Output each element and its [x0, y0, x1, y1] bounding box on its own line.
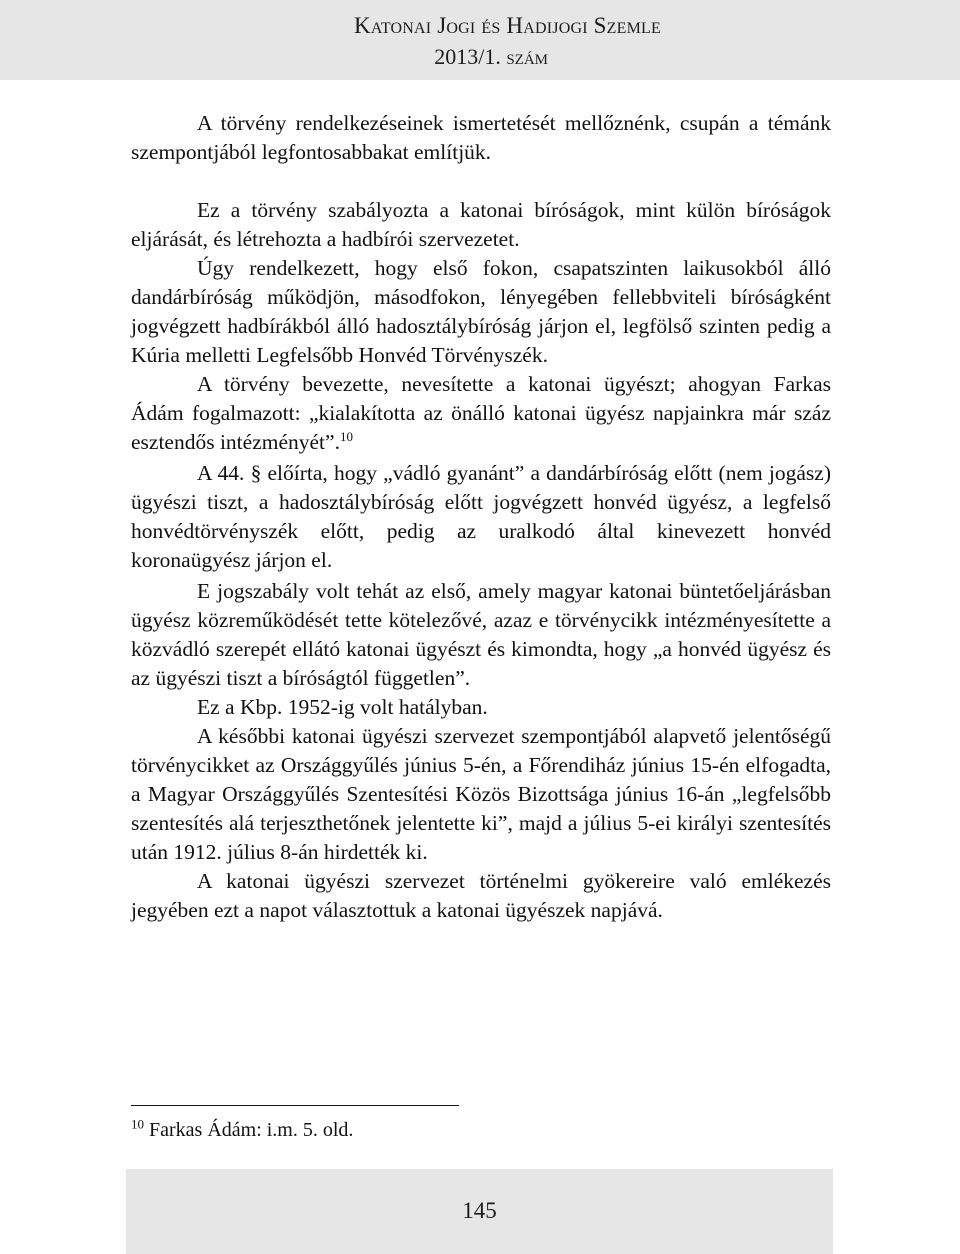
footnote-text: Farkas Ádám: i.m. 5. old.: [144, 1119, 354, 1141]
journal-title: Katonai Jogi és Hadijogi Szemle: [354, 13, 661, 38]
footnote: [131, 1116, 354, 1142]
paragraph: [131, 370, 831, 457]
paragraph: A törvény rendelkezéseinek ismertetését mellőznénk, csupán a témánk szempontjából legfontosabbakat említjük.: [131, 111, 831, 164]
paragraph: A katonai ügyészi szervezet történelmi gyökereire való emlékezés jegyében ezt a napot választottuk a katonai ügyészek napjává.: [131, 869, 831, 922]
paragraph-text: A törvény bevezette, nevesítette a katonai ügyészt; ahogyan Farkas Ádám fogalmazott: „kialakította az önálló katonai ügyész napjainkra már száz esztendős intézményét”.: [131, 372, 831, 454]
paragraph: A későbbi katonai ügyészi szervezet szempontjából alapvető jelentőségű törvénycikket az Országgyűlés június 5-én, a Főrendiház június 15-én elfogadta, a Magyar Országgyűlés Szentesítési Közös Bizottsága június 16-án „legfelsőbb szentesítés alá terjeszthetőnek jelentette ki”, majd a július 5-ei királyi szentesítés után 1912. július 8-án hirdették ki.: [131, 724, 831, 864]
paragraph: Ez a Kbp. 1952-ig volt hatályban.: [197, 695, 488, 719]
page-footer: [126, 1169, 833, 1254]
footnote-number: 10: [131, 1116, 144, 1132]
footnote-reference[interactable]: 10: [339, 428, 353, 444]
issue-number: 2013/1. szám: [434, 44, 548, 69]
paragraph: A 44. § előírta, hogy „vádló gyanánt” a dandárbíróság előtt (nem jogász) ügyészi tiszt, a hadosztálybíróság előtt jogvégzett honvéd ügyész, a legfelső honvédtörvényszék előtt, pedig az uralkodó által kinevezett honvéd koronaügyész járjon el.: [131, 461, 831, 572]
page-header: [0, 0, 960, 80]
paragraph: Úgy rendelkezett, hogy első fokon, csapatszinten laikusokból álló dandárbíróság működjön, másodfokon, lényegében fellebbviteli bíróságként jogvégzett hadbírákból álló hadosztálybíróság járjon el, legfölső szinten pedig a Kúria melletti Legfelsőbb Honvéd Törvényszék.: [131, 256, 831, 367]
footnote-separator: [131, 1105, 459, 1106]
body-text: [131, 109, 831, 925]
paragraph: Ez a törvény szabályozta a katonai bíróságok, mint külön bíróságok eljárását, és létrehozta a hadbírói szervezetet.: [131, 198, 831, 251]
paragraph: E jogszabály volt tehát az első, amely magyar katonai büntetőeljárásban ügyész közreműködését tette kötelezővé, azaz e törvénycikk intézményesítette a közvádló szerepét ellátó katonai ügyészt és kimondta, hogy „a honvéd ügyész és az ügyészi tiszt a bíróságtól független”.: [131, 579, 831, 690]
page-number: 145: [462, 1198, 497, 1223]
